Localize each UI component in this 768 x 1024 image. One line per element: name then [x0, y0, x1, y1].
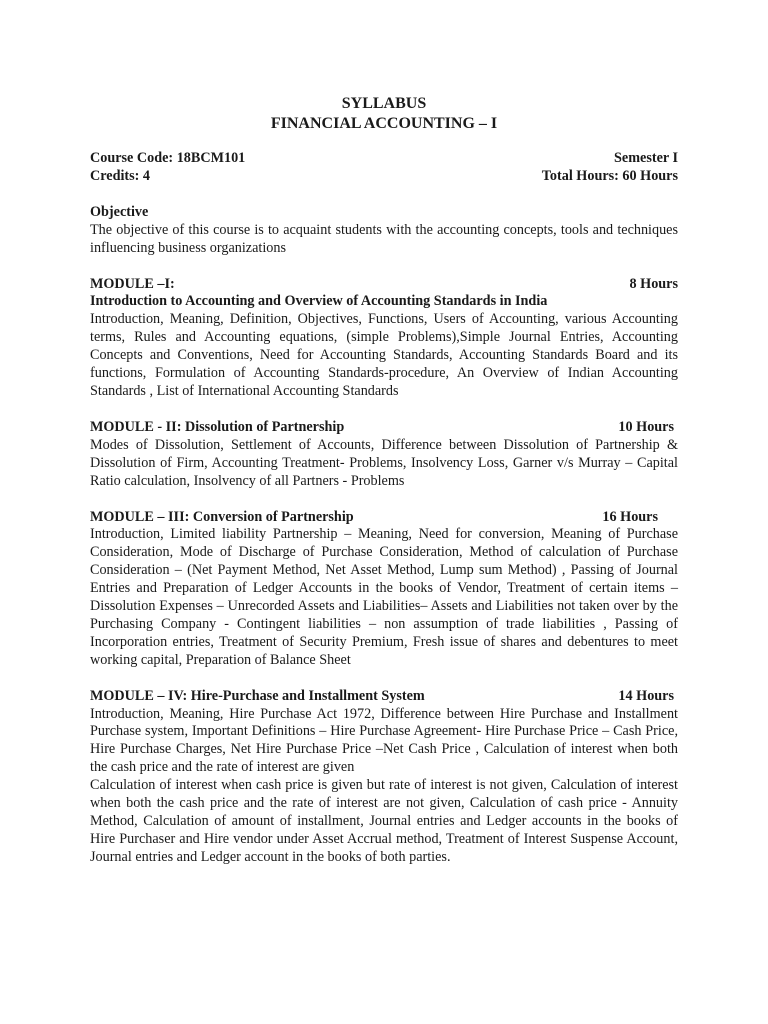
module-2-content: Modes of Dissolution, Settlement of Accounts, Difference between Dissolution of Partnership & Dissolution of Firm, Accounting Treatment- Problems, Insolvency Loss, Garner v/s Murray – Capital Ratio calculation, Insolvency of all Partners - Problems — [90, 436, 678, 489]
course-meta — [90, 150, 678, 186]
module-4-hours: 14 Hours — [618, 687, 674, 704]
module-3-hours: 16 Hours — [602, 508, 658, 525]
module-1-title: MODULE –I: — [90, 275, 175, 292]
module-3-header — [90, 509, 678, 527]
objective-heading: Objective — [90, 203, 149, 220]
module-3-content: Introduction, Limited liability Partnership – Meaning, Need for conversion, Meaning of Purchase Consideration, Mode of Discharge of Purchase Consideration, Method of calculation of Purchase Consideration – (Net Payment Method, Net Asset Method, Lump sum Method) , Passing of Journal Entries and Preparation of Ledger Accounts in the books of Vendor, Treatment of certain items – Dissolution Expenses – Unrecorded Assets and Liabilities– Assets and Liabilities not taken over by the Purchasing Company - Contingent liabilities – non assumption of trade liabilities , Passing of Incorporation entries, Treatment of Security Premium, Fresh issue of shares and debentures to meet working capital, Preparation of Balance Sheet — [90, 526, 678, 668]
module-1-header — [90, 276, 678, 294]
document-title: SYLLABUS — [341, 95, 427, 112]
module-2-hours: 10 Hours — [618, 418, 674, 435]
module-3-title: MODULE – III: Conversion of Partnership — [90, 508, 354, 525]
module-4-content-1: Introduction, Meaning, Hire Purchase Act 1972, Difference between Hire Purchase and Installment Purchase system, Important Definitions – Hire Purchase Agreement- Hire Purchase Price – Cash Price, Hire Purchase Charges, Net Hire Purchase Price –Net Cash Price , Calculation of interest when both the cash price and the rate of interest are given — [90, 705, 678, 776]
module-4-content-2: Calculation of interest when cash price is given but rate of interest is not given, Calculation of interest when both the cash price and the rate of interest are not given, Calculation of cash price - Annuity Method, Calculation of amount of installment, Journal entries and Ledger accounts in the books of Hire Purchaser and Hire vendor under Asset Accrual method, Treatment of Interest Suspense Account, Journal entries and Ledger account in the books of both parties. — [90, 777, 678, 865]
meta-row-2 — [90, 168, 678, 186]
course-title: FINANCIAL ACCOUNTING – I — [270, 115, 498, 132]
module-2-title: MODULE - II: Dissolution of Partnership — [90, 418, 345, 435]
credits: Credits: 4 — [90, 167, 151, 184]
module-4 — [90, 688, 678, 867]
module-2-header — [90, 419, 678, 437]
module-2 — [90, 419, 678, 491]
module-1-content: Introduction, Meaning, Definition, Objectives, Functions, Users of Accounting, various Accounting terms, Rules and Accounting equations, (simple Problems),Simple Journal Entries, Accounting Concepts and Conventions, Need for Accounting Standards, Accounting Standards Board and its functions, Formulation of Accounting Standards-procedure, An Overview of Indian Accounting Standards , List of International Accounting Standards — [90, 311, 678, 399]
objective-text: The objective of this course is to acquaint students with the accounting concepts, tools and techniques influencing business organizations — [90, 221, 678, 256]
objective-section — [90, 204, 678, 258]
module-4-title: MODULE – IV: Hire-Purchase and Installment System — [90, 687, 425, 704]
module-3 — [90, 509, 678, 670]
total-hours: Total Hours: 60 Hours — [541, 167, 678, 184]
meta-row-1 — [90, 150, 678, 168]
course-code: Course Code: 18BCM101 — [90, 150, 246, 166]
module-4-header — [90, 688, 678, 706]
document-header — [90, 94, 678, 134]
semester: Semester I — [614, 150, 678, 166]
module-1 — [90, 276, 678, 401]
module-1-subtitle: Introduction to Accounting and Overview of Accounting Standards in India — [90, 293, 548, 310]
module-1-hours: 8 Hours — [629, 275, 678, 292]
